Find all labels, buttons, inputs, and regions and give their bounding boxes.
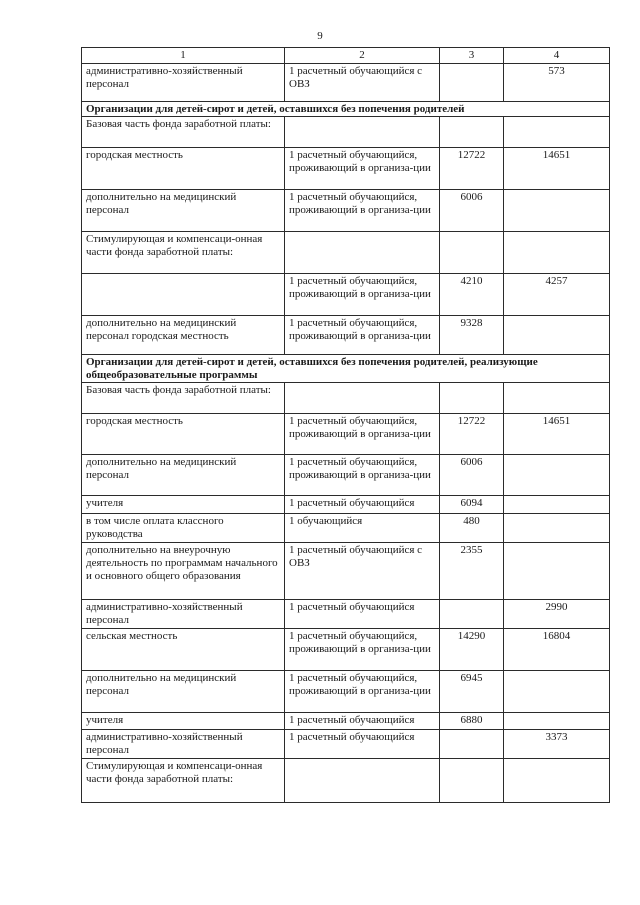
header-cell-3: 3 — [440, 48, 504, 64]
row-value-col3: 12722 — [440, 148, 504, 190]
row-value-col3 — [440, 759, 504, 803]
row-value-col4 — [504, 117, 610, 148]
row-value-col4 — [504, 496, 610, 514]
row-unit — [285, 759, 440, 803]
table-row — [82, 713, 610, 730]
row-label: в том числе оплата классного руководства — [82, 514, 285, 543]
table-row — [82, 383, 610, 414]
row-value-col3: 6006 — [440, 190, 504, 232]
row-value-col3: 4210 — [440, 274, 504, 316]
row-label: городская местность — [82, 414, 285, 455]
row-value-col3: 480 — [440, 514, 504, 543]
row-unit: 1 расчетный обучающийся, проживающий в организа-ции — [285, 316, 440, 355]
table-row — [82, 64, 610, 102]
table-row — [82, 117, 610, 148]
row-value-col3 — [440, 117, 504, 148]
table-row — [82, 148, 610, 190]
row-unit: 1 расчетный обучающийся, проживающий в организа-ции — [285, 148, 440, 190]
row-label: городская местность — [82, 148, 285, 190]
row-value-col3 — [440, 730, 504, 759]
row-unit: 1 расчетный обучающийся с ОВЗ — [285, 64, 440, 102]
row-label: учителя — [82, 496, 285, 514]
funding-norms-table — [81, 47, 610, 803]
row-label: дополнительно на внеурочную деятельность по программам начального и основного общего образования — [82, 543, 285, 600]
row-value-col4: 2990 — [504, 600, 610, 629]
row-value-col4 — [504, 232, 610, 274]
section-row — [82, 102, 610, 117]
row-value-col4 — [504, 671, 610, 713]
row-value-col4 — [504, 514, 610, 543]
table-row — [82, 600, 610, 629]
table-row — [82, 496, 610, 514]
row-value-col4: 14651 — [504, 148, 610, 190]
row-value-col3: 12722 — [440, 414, 504, 455]
row-value-col3: 6945 — [440, 671, 504, 713]
row-label: Базовая часть фонда заработной платы: — [82, 117, 285, 148]
row-value-col3: 6880 — [440, 713, 504, 730]
row-unit: 1 расчетный обучающийся, проживающий в организа-ции — [285, 274, 440, 316]
header-cell-1: 1 — [82, 48, 285, 64]
row-unit — [285, 383, 440, 414]
section-row — [82, 355, 610, 383]
row-label: административно-хозяйственный персонал — [82, 64, 285, 102]
row-label: дополнительно на медицинский персонал — [82, 671, 285, 713]
page-number: 9 — [317, 30, 323, 42]
row-value-col4: 4257 — [504, 274, 610, 316]
row-unit: 1 расчетный обучающийся — [285, 600, 440, 629]
row-value-col4: 14651 — [504, 414, 610, 455]
section-heading: Организации для детей-сирот и детей, оставшихся без попечения родителей, реализующие общеобразовательные программы — [82, 355, 610, 383]
row-unit: 1 расчетный обучающийся, проживающий в организа-ции — [285, 190, 440, 232]
row-value-col3 — [440, 64, 504, 102]
header-row — [82, 48, 610, 64]
row-value-col4 — [504, 543, 610, 600]
row-unit — [285, 232, 440, 274]
row-unit: 1 расчетный обучающийся, проживающий в организа-ции — [285, 414, 440, 455]
table-row — [82, 316, 610, 355]
section-heading: Организации для детей-сирот и детей, оставшихся без попечения родителей — [82, 102, 610, 117]
row-label: дополнительно на медицинский персонал городская местность — [82, 316, 285, 355]
row-unit: 1 расчетный обучающийся, проживающий в организа-ции — [285, 671, 440, 713]
row-label: Стимулирующая и компенсаци-онная части фонда заработной платы: — [82, 759, 285, 803]
row-unit: 1 расчетный обучающийся с ОВЗ — [285, 543, 440, 600]
row-label: Стимулирующая и компенсаци-онная части фонда заработной платы: — [82, 232, 285, 274]
table-row — [82, 543, 610, 600]
row-unit: 1 расчетный обучающийся — [285, 496, 440, 514]
row-value-col3 — [440, 383, 504, 414]
row-unit — [285, 117, 440, 148]
row-unit: 1 расчетный обучающийся, проживающий в организа-ции — [285, 629, 440, 671]
row-value-col4: 3373 — [504, 730, 610, 759]
row-value-col4 — [504, 383, 610, 414]
row-value-col3 — [440, 600, 504, 629]
table-row — [82, 514, 610, 543]
row-value-col4 — [504, 316, 610, 355]
row-unit: 1 расчетный обучающийся — [285, 730, 440, 759]
table-row — [82, 730, 610, 759]
row-value-col3: 9328 — [440, 316, 504, 355]
row-value-col3: 2355 — [440, 543, 504, 600]
row-label: учителя — [82, 713, 285, 730]
row-value-col4 — [504, 190, 610, 232]
row-unit: 1 расчетный обучающийся, проживающий в организа-ции — [285, 455, 440, 496]
row-value-col3: 6094 — [440, 496, 504, 514]
row-value-col3: 14290 — [440, 629, 504, 671]
row-label: Базовая часть фонда заработной платы: — [82, 383, 285, 414]
table-row — [82, 274, 610, 316]
row-unit: 1 обучающийся — [285, 514, 440, 543]
row-value-col4 — [504, 713, 610, 730]
header-cell-4: 4 — [504, 48, 610, 64]
row-unit: 1 расчетный обучающийся — [285, 713, 440, 730]
row-value-col4 — [504, 759, 610, 803]
row-value-col4: 573 — [504, 64, 610, 102]
header-cell-2: 2 — [285, 48, 440, 64]
table-row — [82, 232, 610, 274]
row-label: дополнительно на медицинский персонал — [82, 455, 285, 496]
table-row — [82, 671, 610, 713]
table-row — [82, 759, 610, 803]
row-label: дополнительно на медицинский персонал — [82, 190, 285, 232]
table-row — [82, 629, 610, 671]
row-value-col3: 6006 — [440, 455, 504, 496]
row-value-col4 — [504, 455, 610, 496]
table-row — [82, 414, 610, 455]
table-row — [82, 190, 610, 232]
row-label: сельская местность — [82, 629, 285, 671]
row-label — [82, 274, 285, 316]
table-row — [82, 455, 610, 496]
row-value-col3 — [440, 232, 504, 274]
row-label: административно-хозяйственный персонал — [82, 600, 285, 629]
row-label: административно-хозяйственный персонал — [82, 730, 285, 759]
row-value-col4: 16804 — [504, 629, 610, 671]
